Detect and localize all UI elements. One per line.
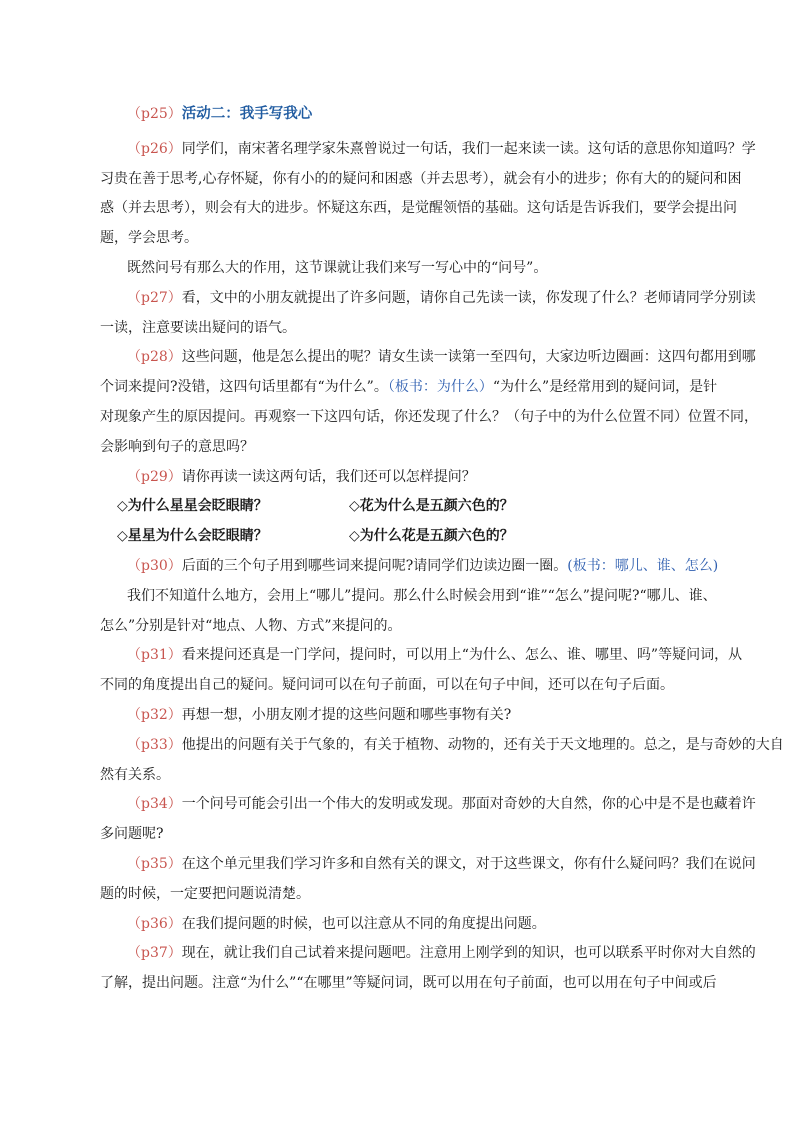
text-line: 看来提问还真是一门学问，提问时，可以用上“为什么、怎么、谁、哪里、吗”等疑问词，从 — [181, 647, 743, 664]
paragraph-p27 — [100, 284, 756, 344]
text-line: 再想一想，小朋友刚才提的这些问题和哪些事物有关? — [181, 706, 512, 723]
paragraph-p30 — [100, 552, 726, 582]
text-line: 会影响到句子的意思吗？ — [100, 438, 254, 455]
example-sentences — [100, 492, 726, 552]
text-line: 一个问号可能会引出一个伟大的发明或发现。那面对奇妙的大自然，你的心中是不是也藏着许 — [181, 796, 756, 813]
text-line: “为什么”是经常用到的疑问词，是针 — [492, 379, 718, 396]
section-title — [100, 99, 726, 130]
text-line: 多问题呢? — [100, 826, 164, 843]
paragraph-p28 — [100, 343, 758, 462]
paragraph-p37 — [100, 939, 756, 999]
paragraph-p35 — [100, 850, 756, 910]
text-line: 他提出的问题有关于气象的，有关于植物、动物的，还有关于天文地理的。总之，是与奇妙的大自 — [181, 736, 784, 753]
paragraph-p29 — [100, 463, 726, 493]
text-line: 题，学会思考。 — [100, 230, 198, 247]
paragraph-p34 — [100, 790, 756, 850]
page-tag: （p37） — [127, 945, 182, 962]
page-tag: （p36） — [127, 915, 182, 932]
text-line: 怎么”分别是针对“地点、人物、方式”来提问的。 — [100, 617, 402, 634]
paragraph-p33 — [100, 731, 784, 791]
board-note: （板书：为什么） — [387, 379, 493, 396]
text-line: 这些问题，他是怎么提出的呢？请女生读一读第一至四句，大家边听边圈画：这四句都用到哪 — [181, 349, 756, 366]
text-line: 习贵在善于思考,心存怀疑，你有小的的疑问和困惑（并去思考），就会有小的进步；你有大的的疑问和困 — [100, 170, 742, 187]
text-line: 题的时候，一定要把问题说清楚。 — [100, 885, 310, 902]
example-sentence: ◇为什么星星会眨眼睛？ — [117, 498, 268, 515]
page-tag: （p28） — [127, 349, 182, 366]
text-line: 现在，就让我们自己试着来提问题吧。注意用上刚学到的知识，也可以联系平时你对大自然的 — [181, 945, 756, 962]
example-sentence: ◇星星为什么会眨眼睛？ — [117, 528, 268, 545]
paragraph-p31 — [100, 641, 743, 701]
text-line: 了解，提出问题。注意“为什么”“在哪里”等疑问词，既可以用在句子前面，也可以用在句子中间或后 — [100, 975, 717, 992]
text-line: 请你再读一读这两句话，我们还可以怎样提问？ — [181, 468, 476, 485]
text-line: 个词来提问?没错，这四句话里都有“为什么”。 — [100, 379, 388, 396]
page-tag: （p29） — [127, 468, 182, 485]
text-line: 在这个单元里我们学习许多和自然有关的课文，对于这些课文，你有什么疑问吗？我们在说问 — [181, 855, 756, 872]
paragraph-p32 — [100, 701, 726, 731]
page-tag: （p33） — [127, 736, 182, 753]
text-line: 惑（并去思考），则会有大的进步。怀疑这东西，是觉醒领悟的基础。这句话是告诉我们，要学会提出问 — [100, 200, 737, 217]
text-line: 后面的三个句子用到哪些词来提问呢?请同学们边读边圈一圈。 — [181, 557, 568, 574]
paragraph-p36 — [100, 910, 726, 940]
page-tag: （p34） — [127, 796, 182, 813]
text-line: 我们不知道什么地方，会用上“哪儿”提问。那么什么时候会用到“谁”“怎么”提问呢?“哪儿、谁、 — [127, 587, 717, 604]
text-line: 看，文中的小朋友就提出了许多问题，请你自己先读一读，你发现了什么？老师请同学分别读 — [181, 289, 756, 306]
board-note: (板书：哪儿、谁、怎么) — [567, 557, 719, 574]
page-tag: （p25） — [127, 106, 182, 122]
title-text: 活动二：我手写我心 — [181, 105, 313, 122]
document-body — [100, 99, 784, 999]
paragraph-where — [100, 582, 726, 642]
page-tag: （p32） — [127, 706, 182, 723]
text-line: 同学们，南宋著名理学家朱熹曾说过一句话，我们一起来读一读。这句话的意思你知道吗？学 — [181, 140, 756, 157]
example-sentence: ◇为什么花是五颜六色的？ — [349, 528, 514, 545]
page-tag: （p26） — [127, 140, 182, 157]
page-tag: （p35） — [127, 855, 182, 872]
page-tag: （p30） — [127, 557, 182, 574]
paragraph-question-mark: 既然问号有那么大的作用，这节课就让我们来写一写心中的“问号”。 — [127, 259, 548, 276]
page-tag: （p27） — [127, 289, 182, 306]
text-line: 在我们提问题的时候，也可以注意从不同的角度提出问题。 — [181, 915, 546, 932]
page-tag: （p31） — [127, 647, 182, 664]
text-line: 不同的角度提出自己的疑问。疑问词可以在句子前面，可以在句子中间，还可以在句子后面。 — [100, 677, 674, 694]
text-line: 然有关系。 — [100, 766, 170, 783]
paragraph-p26 — [100, 135, 756, 254]
example-sentence: ◇花为什么是五颜六色的？ — [349, 498, 514, 515]
text-line: 对现象产生的原因提问。再观察一下这四句话，你还发现了什么？（句子中的为什么位置不同）位置不同， — [100, 408, 758, 425]
text-line: 一读，注意要读出疑问的语气。 — [100, 319, 296, 336]
